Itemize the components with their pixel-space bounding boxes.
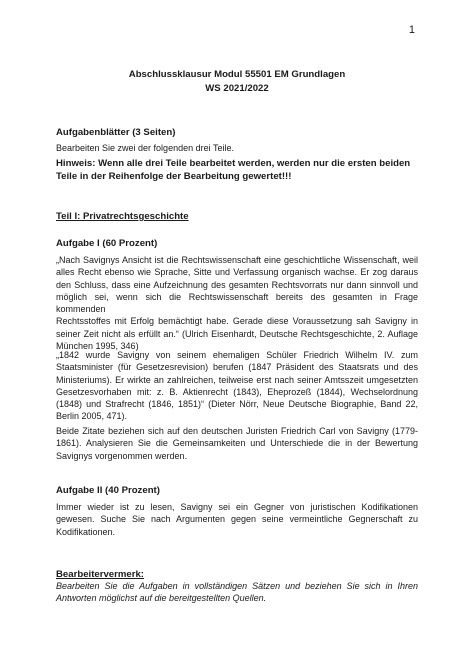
quote-line: (1848) und Strafrecht (1846, 1851)“ (Dieter Nörr, Neue Deutsche Biographie, Band 22, bbox=[56, 399, 418, 410]
quote-line: Staatsminister (für Gesetzesrevision) berufen (1847 Präsident des Staatsrats und des bbox=[56, 362, 418, 373]
hint-line-2: Teile in der Reihenfolge der Bearbeitung gewertet!!! bbox=[56, 171, 292, 182]
sheets-instruction: Bearbeiten Sie zwei der folgenden drei Teile. bbox=[56, 143, 234, 153]
hint-line-1: Hinweis: Wenn alle drei Teile bearbeitet werden, werden nur die ersten beiden bbox=[56, 158, 411, 169]
quote-line: Rechtsstoffes mit Erfolg bemächtigt habe. Gerade diese Voraussetzung sah Savigny in bbox=[56, 316, 418, 327]
quote-line: möglich sei, wenn sich die Rechtswissenschaft bereits des gesamten in Frage kommenden bbox=[56, 291, 418, 315]
quote-line: „Nach Savignys Ansicht ist die Rechtswissenschaft eine geschichtliche Wissenschaft, weil bbox=[56, 255, 418, 265]
quote-noerr bbox=[56, 349, 418, 423]
quote-line: „1842 wurde Savigny von seinem ehemaligen Schüler Friedrich Wilhelm IV. zum bbox=[56, 350, 418, 360]
sheets-heading: Aufgabenblätter (3 Seiten) bbox=[56, 127, 176, 138]
quote-line: alles Recht ebenso wie Sprache, Sitte und Verfassung organisch wachse. Er zog daraus bbox=[56, 267, 418, 278]
text-line: gewesen. Suche Sie nach Argumenten gegen seine vermeintliche Gegnerschaft zu bbox=[56, 514, 418, 525]
task1-heading: Aufgabe I (60 Prozent) bbox=[56, 238, 158, 249]
quote-line: Ministeriums). Er wirkte an zahlreichen, teilweise erst nach seiner Amtsszeit umgesetzten bbox=[56, 374, 418, 385]
quote-line: seiner Zeit nicht als erfüllt an.“ (Ulrich Eisenhardt, Deutsche Rechtsgeschichte, 2. Auflage bbox=[56, 328, 418, 339]
quote-line: Berlin 2005, 471). bbox=[56, 411, 128, 422]
quote-line: den Schluss, dass eine Aufzeichnung des gesamten Rechtsvorrats nur dann sinnvoll und bbox=[56, 279, 418, 290]
task1-instruction bbox=[56, 425, 418, 462]
text-line: Kodifikationen. bbox=[56, 526, 116, 537]
text-line: Antworten möglichst auf die bereitgestellten Quellen. bbox=[56, 593, 267, 604]
text-line: Immer wieder ist zu lesen, Savigny sei ein Gegner von juristischen Kodifikationen bbox=[56, 502, 418, 512]
quote-line: München 1995, 346) bbox=[56, 341, 139, 352]
quote-line: Gesetzesvorhaben mit: z. B. Aktienrecht (1843), Eheprozeß (1844), Wechselordnung bbox=[56, 386, 418, 397]
text-line: Beide Zitate beziehen sich auf den deutschen Juristen Friedrich Carl von Savigny (1779- bbox=[56, 426, 418, 436]
task2-heading: Aufgabe II (40 Prozent) bbox=[56, 485, 160, 496]
part1-heading: Teil I: Privatrechtsgeschichte bbox=[56, 211, 189, 222]
text-line: 1861). Analysieren Sie die Gemeinsamkeiten und Unterschiede die in der Bewertung bbox=[56, 438, 418, 449]
page-number: 1 bbox=[408, 24, 415, 36]
editor-note-heading: Bearbeitervermerk: bbox=[56, 569, 144, 580]
text-line: Bearbeiten Sie die Aufgaben in vollständigen Sätzen und beziehen Sie sich in Ihren bbox=[56, 581, 418, 591]
quote-eisenhardt bbox=[56, 254, 418, 352]
exam-title: Abschlussklausur Modul 55501 EM Grundlagen bbox=[128, 69, 346, 80]
text-line: Savignys vorgenommen werden. bbox=[56, 450, 188, 461]
exam-semester: WS 2021/2022 bbox=[205, 83, 269, 94]
task2-instruction bbox=[56, 501, 418, 538]
editor-note-text bbox=[56, 580, 418, 605]
